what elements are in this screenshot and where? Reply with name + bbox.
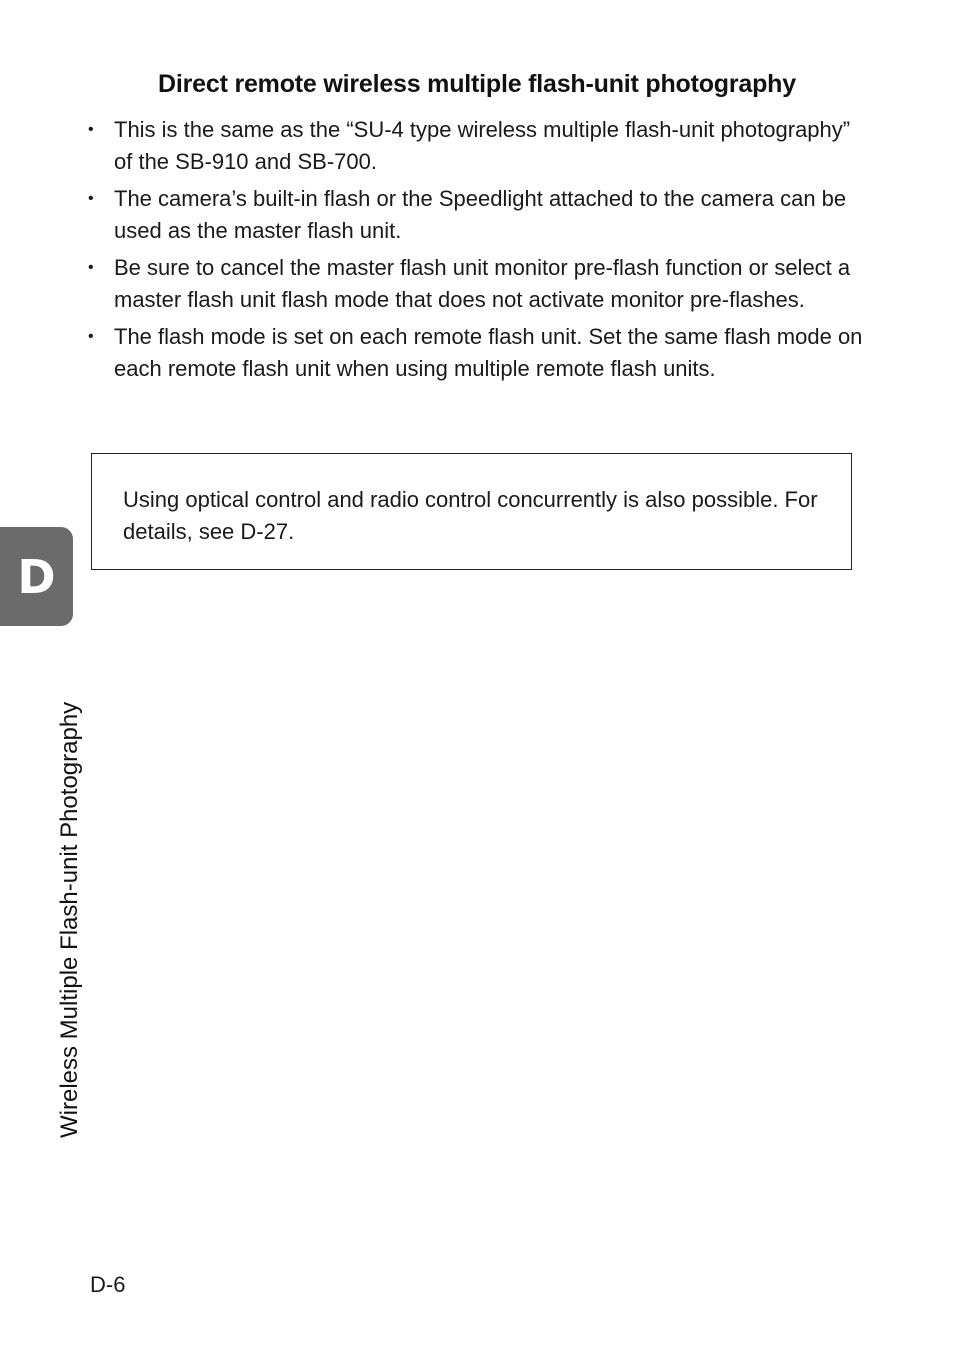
note-box	[91, 453, 852, 570]
page-number: D-6	[90, 1272, 126, 1297]
bullet-text: The camera’s built-in flash or the Speedlight attached to the camera can be used as the master flash unit.	[114, 186, 847, 243]
list-item	[88, 183, 863, 247]
bullet-icon: •	[88, 328, 94, 345]
bullet-text: The flash mode is set on each remote flash unit. Set the same flash mode on each remote flash unit when using multiple remote flash units.	[114, 324, 863, 381]
bullet-icon: •	[88, 190, 94, 207]
list-item	[88, 114, 863, 178]
list-item	[88, 252, 863, 316]
section-heading: Direct remote wireless multiple flash-unit photography	[158, 70, 796, 98]
bullet-icon: •	[88, 121, 94, 138]
bullet-list	[88, 114, 863, 390]
note-text: Using optical control and radio control concurrently is also possible. For details, see D-27.	[123, 487, 818, 544]
bullet-text: This is the same as the “SU-4 type wireless multiple flash-unit photography” of the SB-910 and SB-700.	[114, 117, 851, 174]
bullet-text: Be sure to cancel the master flash unit monitor pre-flash function or select a master flash unit flash mode that does not activate monitor pre-flashes.	[114, 255, 851, 312]
chapter-tab-letter: D	[17, 549, 56, 604]
chapter-side-label: Wireless Multiple Flash-unit Photography	[56, 701, 83, 1138]
bullet-icon: •	[88, 259, 94, 276]
list-item	[88, 321, 863, 385]
chapter-tab	[0, 527, 73, 626]
